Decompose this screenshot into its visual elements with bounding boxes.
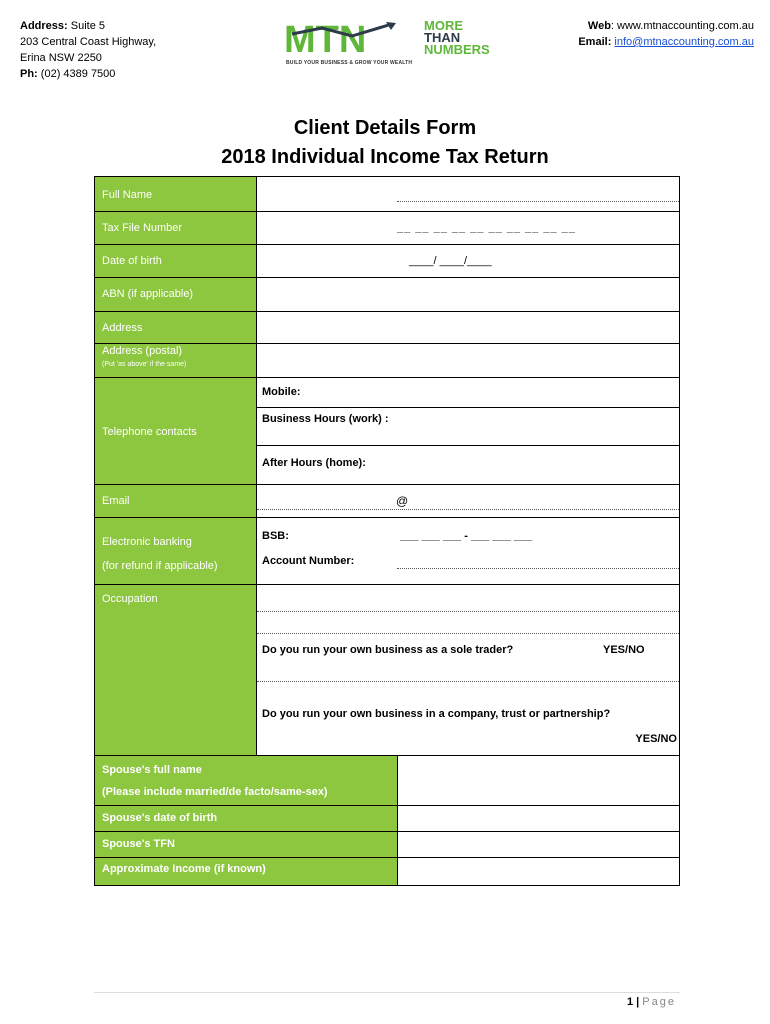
row-spouse-name bbox=[95, 756, 679, 806]
dob-field[interactable] bbox=[257, 245, 679, 277]
contact-info bbox=[578, 18, 754, 50]
sole-trader-option[interactable]: YES/NO bbox=[603, 644, 645, 656]
phone-label: Ph: bbox=[20, 68, 38, 80]
web-value: : www.mtnaccounting.com.au bbox=[610, 20, 754, 32]
footer-divider bbox=[94, 992, 680, 993]
account-number-label: Account Number: bbox=[262, 555, 355, 567]
mtn-logo bbox=[282, 18, 502, 70]
banking-fields bbox=[257, 518, 679, 584]
business-hours-field[interactable] bbox=[257, 445, 679, 446]
logo-tagline: BUILD YOUR BUSINESS & GROW YOUR WEALTH bbox=[286, 60, 413, 66]
email-link[interactable]: info@mtnaccounting.com.au bbox=[614, 36, 754, 48]
address-postal-label bbox=[95, 344, 257, 377]
banking-text: Electronic banking bbox=[102, 536, 192, 548]
full-name-label: Full Name bbox=[95, 177, 257, 211]
row-banking bbox=[95, 518, 679, 585]
page-number-value: 1 | bbox=[626, 996, 640, 1008]
banking-label bbox=[95, 518, 257, 584]
phone-value: (02) 4389 7500 bbox=[40, 68, 116, 80]
tfn-label: Tax File Number bbox=[95, 212, 257, 244]
spouse-dob-field[interactable] bbox=[398, 806, 679, 831]
business-address bbox=[20, 18, 156, 82]
logo-line2: THAN bbox=[424, 30, 461, 45]
row-spouse-tfn bbox=[95, 832, 679, 858]
spouse-name-note: (Please include married/de facto/same-sex) bbox=[102, 786, 328, 798]
address-field[interactable] bbox=[257, 312, 679, 343]
form-title: Client Details Form bbox=[293, 117, 477, 139]
mobile-label: Mobile: bbox=[262, 386, 301, 398]
row-tfn bbox=[95, 212, 679, 245]
abn-label: ABN (if applicable) bbox=[95, 278, 257, 311]
row-dob bbox=[95, 245, 679, 278]
spouse-name-label bbox=[95, 756, 398, 805]
row-address bbox=[95, 312, 679, 344]
row-telephone bbox=[95, 378, 679, 485]
banking-note: (for refund if applicable) bbox=[102, 560, 218, 572]
address-label-cell: Address bbox=[95, 312, 257, 343]
spouse-tfn-label: Spouse's TFN bbox=[95, 832, 398, 857]
full-name-field[interactable] bbox=[257, 177, 679, 211]
occupation-label: Occupation bbox=[95, 585, 257, 755]
mtn-logo-mark-icon bbox=[282, 18, 420, 58]
company-option[interactable]: YES/NO bbox=[635, 733, 677, 745]
address-value: Suite 5 bbox=[70, 20, 105, 32]
email-field[interactable] bbox=[257, 485, 679, 517]
business-hours-label: Business Hours (work) : bbox=[262, 413, 389, 425]
after-hours-label: After Hours (home): bbox=[262, 457, 366, 469]
sole-trader-question: Do you run your own business as a sole trader? bbox=[262, 644, 514, 656]
page-number bbox=[627, 996, 676, 1008]
logo-wordmark bbox=[424, 20, 490, 56]
address-line3: Erina NSW 2250 bbox=[20, 52, 102, 64]
row-address-postal bbox=[95, 344, 679, 378]
tfn-blanks: __ __ __ __ __ __ __ __ __ __ bbox=[397, 222, 576, 234]
spouse-name-field[interactable] bbox=[398, 756, 679, 805]
bsb-label: BSB: bbox=[262, 530, 289, 542]
bsb-blanks[interactable]: ___ ___ ___ - ___ ___ ___ bbox=[400, 530, 533, 542]
tfn-field[interactable] bbox=[257, 212, 679, 244]
email-label: Email: bbox=[578, 36, 612, 48]
address-line2: 203 Central Coast Highway, bbox=[20, 36, 157, 48]
spouse-tfn-field[interactable] bbox=[398, 832, 679, 857]
logo-mark: MTN bbox=[284, 19, 367, 58]
row-full-name bbox=[95, 177, 679, 212]
client-details-form bbox=[94, 176, 680, 886]
approx-income-field[interactable] bbox=[398, 858, 679, 885]
abn-field[interactable] bbox=[257, 278, 679, 311]
approx-income-label: Approximate Income (if known) bbox=[95, 858, 398, 885]
dob-label: Date of birth bbox=[95, 245, 257, 277]
row-email bbox=[95, 485, 679, 518]
telephone-label: Telephone contacts bbox=[95, 378, 257, 484]
row-approx-income bbox=[95, 858, 679, 885]
spouse-name-text: Spouse's full name bbox=[102, 764, 202, 776]
address-postal-text: Address (postal) bbox=[102, 345, 183, 357]
spouse-dob-label: Spouse's date of birth bbox=[95, 806, 398, 831]
company-question: Do you run your own business in a company, trust or partnership? bbox=[262, 708, 611, 720]
logo-line3: NUMBERS bbox=[424, 42, 490, 57]
row-abn bbox=[95, 278, 679, 312]
account-number-field[interactable] bbox=[397, 568, 679, 569]
address-postal-note: (Put 'as above' if the same) bbox=[102, 361, 187, 368]
address-label: Address: bbox=[20, 20, 68, 32]
form-subtitle: 2018 Individual Income Tax Return bbox=[221, 146, 549, 168]
web-label: Web bbox=[587, 20, 611, 32]
telephone-fields bbox=[257, 378, 679, 484]
page-word: Page bbox=[642, 996, 676, 1008]
dob-blanks: ____/ ____/____ bbox=[409, 255, 492, 267]
row-spouse-dob bbox=[95, 806, 679, 832]
email-label-cell: Email bbox=[95, 485, 257, 517]
occupation-field[interactable] bbox=[257, 611, 679, 612]
row-occupation bbox=[95, 585, 679, 756]
address-postal-field[interactable] bbox=[257, 344, 679, 377]
email-at: @ bbox=[396, 494, 409, 508]
logo-line1: MORE bbox=[424, 18, 463, 33]
occupation-fields bbox=[257, 585, 679, 755]
mobile-field[interactable] bbox=[257, 407, 679, 408]
